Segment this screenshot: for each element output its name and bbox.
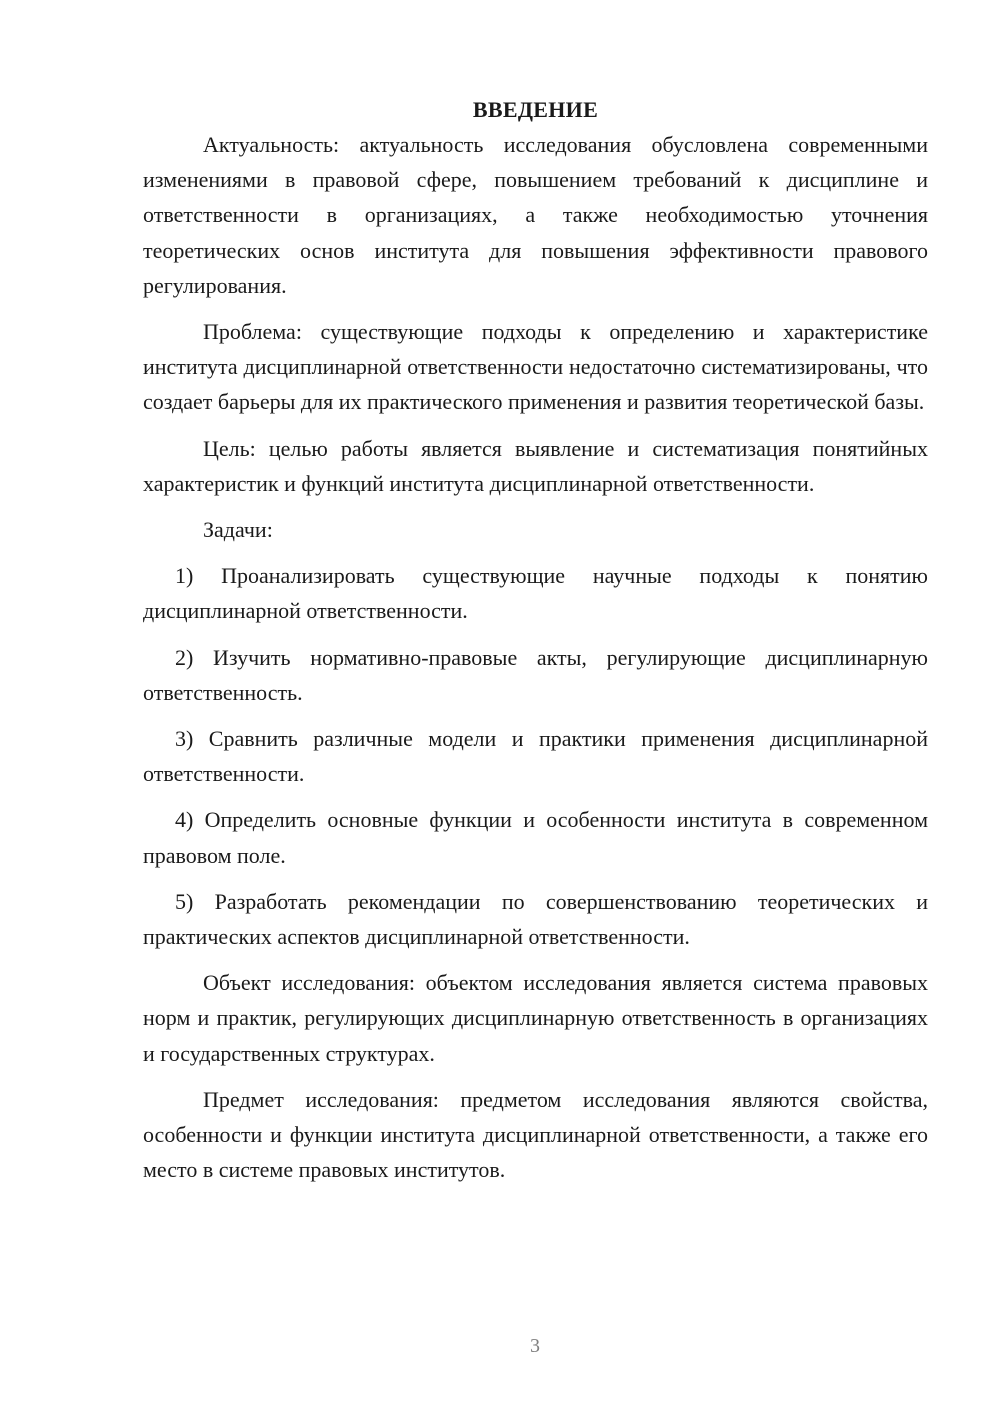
problem-paragraph: Проблема: существующие подходы к определению и характеристике института дисциплинарной ответственности недостаточно систематизированы, что создает барьеры для их практического применения и развития теоретической базы.: [143, 319, 928, 415]
page-title: ВВЕДЕНИЕ: [472, 97, 599, 122]
goal-paragraph: Цель: целью работы является выявление и систематизация понятийных характеристик и функций института дисциплинарной ответственности.: [143, 435, 928, 496]
relevance-paragraph: Актуальность: актуальность исследования обусловлена современными изменениями в правовой сфере, повышением требований к дисциплине и ответственности в организациях, а также необходимостью уточнения теоретических основ института для повышения эффективности правового регулирования.: [143, 132, 928, 298]
object-paragraph: Объект исследования: объектом исследования является система правовых норм и практик, регулирующих дисциплинарную ответственность в организациях и государственных структурах.: [143, 970, 928, 1066]
task-item: 4) Определить основные функции и особенности института в современном правовом поле.: [143, 807, 928, 868]
task-item: 3) Сравнить различные модели и практики применения дисциплинарной ответственности.: [143, 726, 928, 787]
task-item: 1) Проанализировать существующие научные подходы к понятию дисциплинарной ответственности.: [143, 563, 928, 624]
task-item: 2) Изучить нормативно-правовые акты, регулирующие дисциплинарную ответственность.: [143, 644, 928, 705]
page-number: 3: [530, 1335, 540, 1357]
document-page: [143, 92, 928, 1187]
task-item: 5) Разработать рекомендации по совершенствованию теоретических и практических аспектов дисциплинарной ответственности.: [143, 888, 928, 950]
subject-paragraph: Предмет исследования: предметом исследования являются свойства, особенности и функции института дисциплинарной ответственности, а также его место в системе правовых институтов.: [143, 1086, 928, 1183]
tasks-heading: Задачи:: [203, 517, 273, 543]
